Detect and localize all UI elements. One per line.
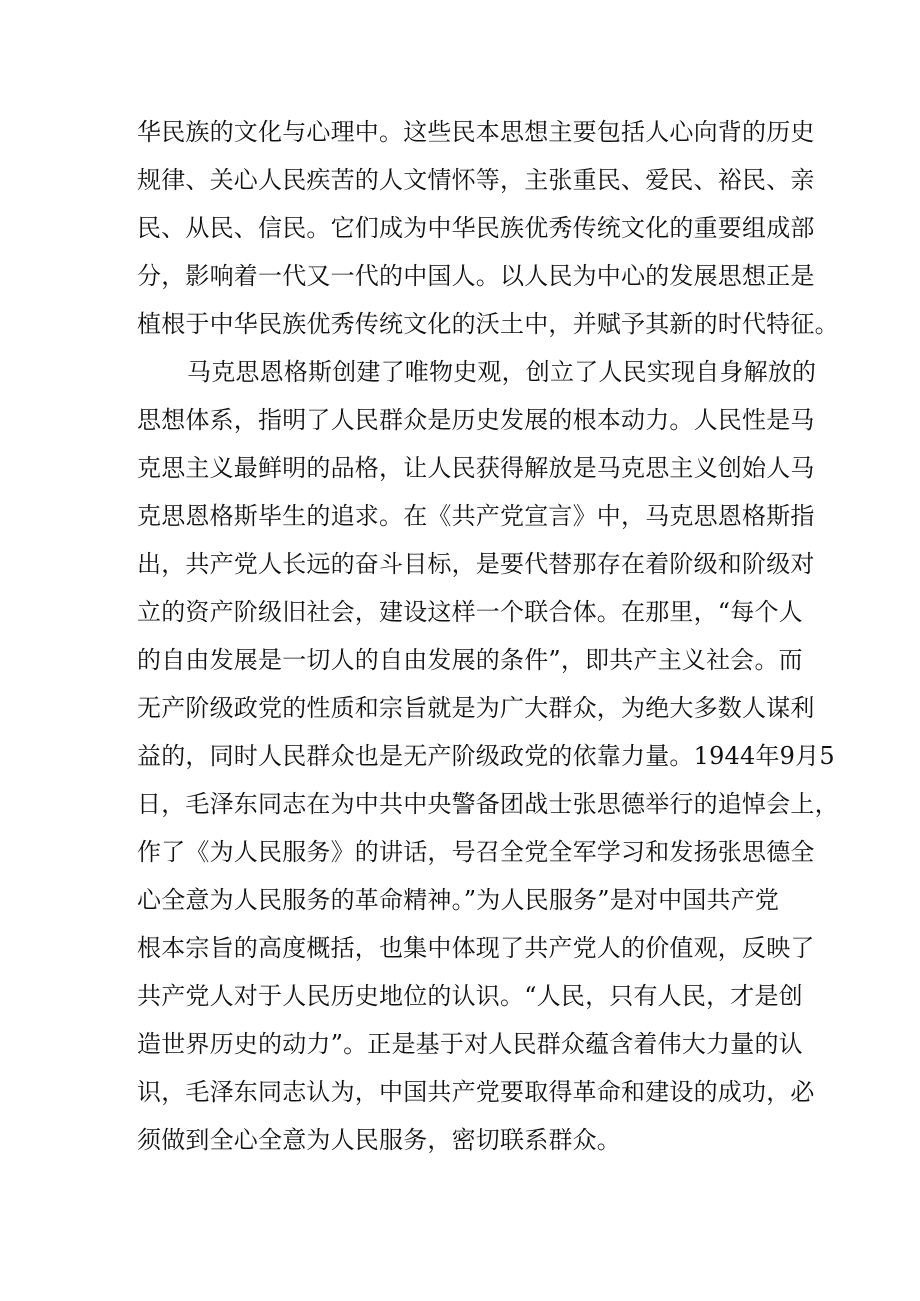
text-line: 民、从民、信民。它们成为中华民族优秀传统文化的重要组成部 (137, 214, 815, 242)
text-line: 分，影响着一代又一代的中国人。以人民为中心的发展思想正是 (137, 262, 815, 290)
text-line: 马克思恩格斯创建了唯物史观，创立了人民实现自身解放的 (187, 358, 817, 386)
text-line: 造世界历史的动力”。正是基于对人民群众蕴含着伟大力量的认 (137, 1030, 803, 1058)
text-line: 益的，同时人民群众也是无产阶级政党的依靠力量。1944年9月5 (137, 742, 835, 770)
text-line: 植根于中华民族优秀传统文化的沃土中，并赋予其新的时代特征。 (137, 310, 839, 338)
text-line: 心全意为人民服务的革命精神。”为人民服务”是对中国共产党 (137, 886, 780, 914)
paragraph-1 (137, 108, 839, 348)
text-line: 日，毛泽东同志在为中共中央警备团战士张思德举行的追悼会上， (137, 790, 839, 818)
text-line: 根本宗旨的高度概括，也集中体现了共产党人的价值观，反映了 (137, 934, 815, 962)
paragraph-2 (137, 348, 839, 1164)
text-line: 克思主义最鲜明的品格，让人民获得解放是马克思主义创始人马 (137, 454, 815, 482)
text-line: 规律、关心人民疾苦的人文情怀等，主张重民、爱民、裕民、亲 (137, 166, 815, 194)
text-line: 识，毛泽东同志认为，中国共产党要取得革命和建设的成功，必 (137, 1078, 815, 1106)
text-line: 无产阶级政党的性质和宗旨就是为广大群众，为绝大多数人谋利 (137, 694, 815, 722)
text-line: 出，共产党人长远的奋斗目标，是要代替那存在着阶级和阶级对 (137, 550, 815, 578)
text-line: 的自由发展是一切人的自由发展的条件”，即共产主义社会。而 (137, 646, 803, 674)
text-line: 作了《为人民服务》的讲话，号召全党全军学习和发扬张思德全 (137, 838, 815, 866)
text-line: 立的资产阶级旧社会，建设这样一个联合体。在那里，“每个人 (137, 598, 803, 626)
text-line: 思想体系，指明了人民群众是历史发展的根本动力。人民性是马 (137, 406, 815, 434)
text-line: 克思恩格斯毕生的追求。在《共产党宣言》中，马克思恩格斯指 (137, 502, 815, 530)
body-text (137, 108, 839, 1164)
text-line: 共产党人对于人民历史地位的认识。“人民，只有人民，才是创 (137, 982, 803, 1010)
text-line: 须做到全心全意为人民服务，密切联系群众。 (137, 1126, 621, 1154)
text-line: 华民族的文化与心理中。这些民本思想主要包括人心向背的历史 (137, 118, 815, 146)
